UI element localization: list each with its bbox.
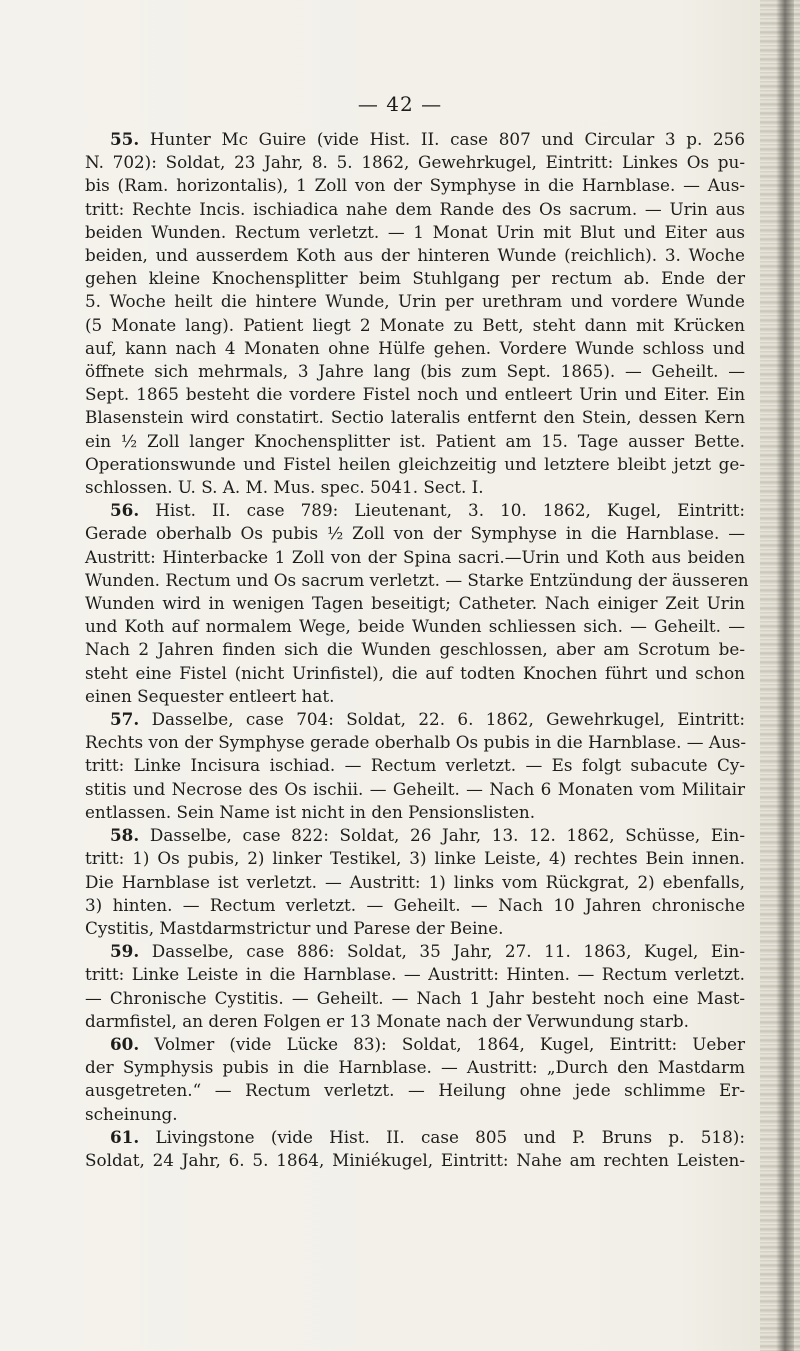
- line-text: Dasselbe, case 704: Soldat, 22. 6. 1862, Gewehrkugel, Eintritt:: [151, 709, 745, 730]
- text-line: [85, 778, 745, 801]
- case-number: 59.: [110, 941, 140, 962]
- text-line: [85, 662, 745, 685]
- text-line: [85, 174, 745, 197]
- line-text: Sept. 1865 besteht die vordere Fistel noch und entleert Urin und Eiter. Ein: [85, 384, 745, 405]
- line-text: schlossen. U. S. A. M. Mus. spec. 5041. Sect. I.: [85, 477, 484, 498]
- line-text: Dasselbe, case 886: Soldat, 35 Jahr, 27. 11. 1863, Kugel, Ein-: [151, 941, 745, 962]
- line-text: tritt: Linke Incisura ischiad. — Rectum verletzt. — Es folgt subacute Cy-: [85, 755, 745, 776]
- text-line: [85, 1103, 745, 1126]
- text-line: [85, 615, 745, 638]
- line-text: 5. Woche heilt die hintere Wunde, Urin per urethram und vordere Wunde: [85, 291, 745, 312]
- line-text: tritt: 1) Os pubis, 2) linker Testikel, 3) linke Leiste, 4) rechtes Bein innen.: [85, 848, 745, 869]
- case-number: 58.: [110, 825, 140, 846]
- line-text: Gerade oberhalb Os pubis ½ Zoll von der Symphyse in die Harnblase. —: [85, 523, 745, 544]
- line-text: Nach 2 Jahren finden sich die Wunden geschlossen, aber am Scrotum be-: [85, 639, 745, 660]
- text-line: [85, 151, 745, 174]
- text-line: [85, 383, 745, 406]
- text-line: [85, 1056, 745, 1079]
- line-text: Blasenstein wird constatirt. Sectio lateralis entfernt den Stein, dessen Kern: [85, 407, 745, 428]
- text-line: [85, 963, 745, 986]
- case-number: 61.: [110, 1126, 140, 1147]
- text-line: [85, 1079, 745, 1102]
- case-number: 57.: [110, 709, 140, 730]
- text-line: [85, 987, 745, 1010]
- line-text: 3) hinten. — Rectum verletzt. — Geheilt. — Nach 10 Jahren chronische: [85, 894, 745, 915]
- line-text: steht eine Fistel (nicht Urinfistel), die auf todten Knochen führt und schon: [85, 662, 745, 683]
- line-text: einen Sequester entleert hat.: [85, 685, 335, 706]
- paragraph-start-line: [85, 708, 745, 731]
- text-line: [85, 476, 745, 499]
- line-text: Hunter Mc Guire (vide Hist. II. case 807 und Circular 3 p. 256: [149, 129, 745, 149]
- line-text: Operationswunde und Fistel heilen gleichzeitig und letztere bleibt jetzt ge-: [85, 453, 745, 474]
- line-text: N. 702): Soldat, 23 Jahr, 8. 5. 1862, Gewehrkugel, Eintritt: Linkes Os pu-: [85, 152, 745, 173]
- line-text: auf, kann nach 4 Monaten ohne Hülfe gehen. Vordere Wunde schloss und: [85, 337, 745, 358]
- line-text: tritt: Rechte Incis. ischiadica nahe dem Rande des Os sacrum. — Urin aus: [85, 198, 745, 219]
- text-line: [85, 754, 745, 777]
- text-line: [85, 244, 745, 267]
- case-number: 55.: [110, 129, 140, 149]
- line-text: stitis und Necrose des Os ischii. — Geheilt. — Nach 6 Monaten vom Militair: [85, 778, 745, 799]
- text-line: [85, 337, 745, 360]
- line-text: Austritt: Hinterbacke 1 Zoll von der Spina sacri.—Urin und Koth aus beiden: [85, 546, 745, 567]
- text-line: [85, 1010, 745, 1033]
- line-text: Wunden wird in wenigen Tagen beseitigt; Catheter. Nach einiger Zeit Urin: [85, 593, 745, 614]
- text-line: [85, 731, 745, 754]
- paragraph-start-line: [85, 824, 745, 847]
- line-text: Wunden. Rectum und Os sacrum verletzt. — Starke Entzündung der äusseren: [85, 569, 749, 590]
- text-line: [85, 569, 749, 592]
- text-line: [85, 430, 745, 453]
- text-line: [85, 522, 745, 545]
- line-text: ein ½ Zoll langer Knochensplitter ist. Patient am 15. Tage ausser Bette.: [85, 430, 745, 451]
- line-text: Soldat, 24 Jahr, 6. 5. 1864, Miniékugel, Eintritt: Nahe am rechten Leisten-: [85, 1149, 745, 1170]
- text-line: [85, 360, 745, 383]
- text-line: [85, 290, 745, 313]
- page-number-header: — 42 —: [357, 92, 443, 116]
- case-number: 60.: [110, 1033, 140, 1054]
- line-text: Volmer (vide Lücke 83): Soldat, 1864, Kugel, Eintritt: Ueber: [154, 1033, 746, 1054]
- text-line: [85, 1149, 745, 1172]
- line-text: (5 Monate lang). Patient liegt 2 Monate zu Bett, steht dann mit Krücken: [85, 314, 745, 335]
- text-line: [85, 801, 745, 824]
- text-line: [85, 592, 745, 615]
- line-text: Die Harnblase ist verletzt. — Austritt: 1) links vom Rückgrat, 2) ebenfalls,: [85, 871, 745, 892]
- line-text: Livingstone (vide Hist. II. case 805 und P. Bruns p. 518):: [155, 1126, 745, 1147]
- text-line: [85, 871, 745, 894]
- text-line: [85, 314, 745, 337]
- paragraph-start-line: [85, 940, 745, 963]
- line-text: entlassen. Sein Name ist nicht in den Pensionslisten.: [85, 801, 536, 822]
- line-text: darmfistel, an deren Folgen er 13 Monate nach der Verwundung starb.: [85, 1010, 689, 1031]
- text-line: [85, 406, 745, 429]
- text-line: [85, 221, 745, 244]
- text-line: [85, 847, 745, 870]
- text-line: [85, 894, 745, 917]
- line-text: und Koth auf normalem Wege, beide Wunden schliessen sich. — Geheilt. —: [85, 616, 745, 637]
- text-line: [85, 546, 745, 569]
- text-line: [85, 638, 745, 661]
- document-body: [85, 128, 749, 1172]
- binding-shadow-decoration: [776, 0, 794, 1351]
- case-number: 56.: [110, 500, 140, 521]
- line-text: Dasselbe, case 822: Soldat, 26 Jahr, 13. 12. 1862, Schüsse, Ein-: [149, 825, 745, 846]
- text-line: [85, 267, 745, 290]
- line-text: Rechts von der Symphyse gerade oberhalb Os pubis in die Harnblase. — Aus-: [85, 732, 747, 753]
- text-line: [85, 917, 745, 940]
- paragraph-start-line: [85, 1033, 745, 1056]
- line-text: Cystitis, Mastdarmstrictur und Parese der Beine.: [85, 917, 504, 938]
- line-text: öffnete sich mehrmals, 3 Jahre lang (bis zum Sept. 1865). — Geheilt. —: [85, 361, 745, 382]
- line-text: ausgetreten.“ — Rectum verletzt. — Heilung ohne jede schlimme Er-: [85, 1080, 745, 1101]
- paragraph-start-line: [85, 128, 745, 151]
- line-text: scheinung.: [85, 1103, 178, 1124]
- line-text: — Chronische Cystitis. — Geheilt. — Nach 1 Jahr besteht noch eine Mast-: [85, 987, 745, 1008]
- text-line: [85, 453, 745, 476]
- line-text: tritt: Linke Leiste in die Harnblase. — Austritt: Hinten. — Rectum verletzt.: [85, 964, 745, 985]
- line-text: Hist. II. case 789: Lieutenant, 3. 10. 1862, Kugel, Eintritt:: [155, 500, 745, 521]
- paragraph-start-line: [85, 499, 745, 522]
- text-line: [85, 685, 745, 708]
- line-text: beiden Wunden. Rectum verletzt. — 1 Monat Urin mit Blut und Eiter aus: [85, 221, 745, 242]
- text-line: [85, 198, 745, 221]
- line-text: der Symphysis pubis in die Harnblase. — Austritt: „Durch den Mastdarm: [85, 1057, 745, 1078]
- line-text: beiden, und ausserdem Koth aus der hinteren Wunde (reichlich). 3. Woche: [85, 245, 745, 266]
- paragraph-start-line: [85, 1126, 745, 1149]
- line-text: bis (Ram. horizontalis), 1 Zoll von der Symphyse in die Harnblase. — Aus-: [85, 175, 745, 196]
- line-text: gehen kleine Knochensplitter beim Stuhlgang per rectum ab. Ende der: [85, 268, 745, 289]
